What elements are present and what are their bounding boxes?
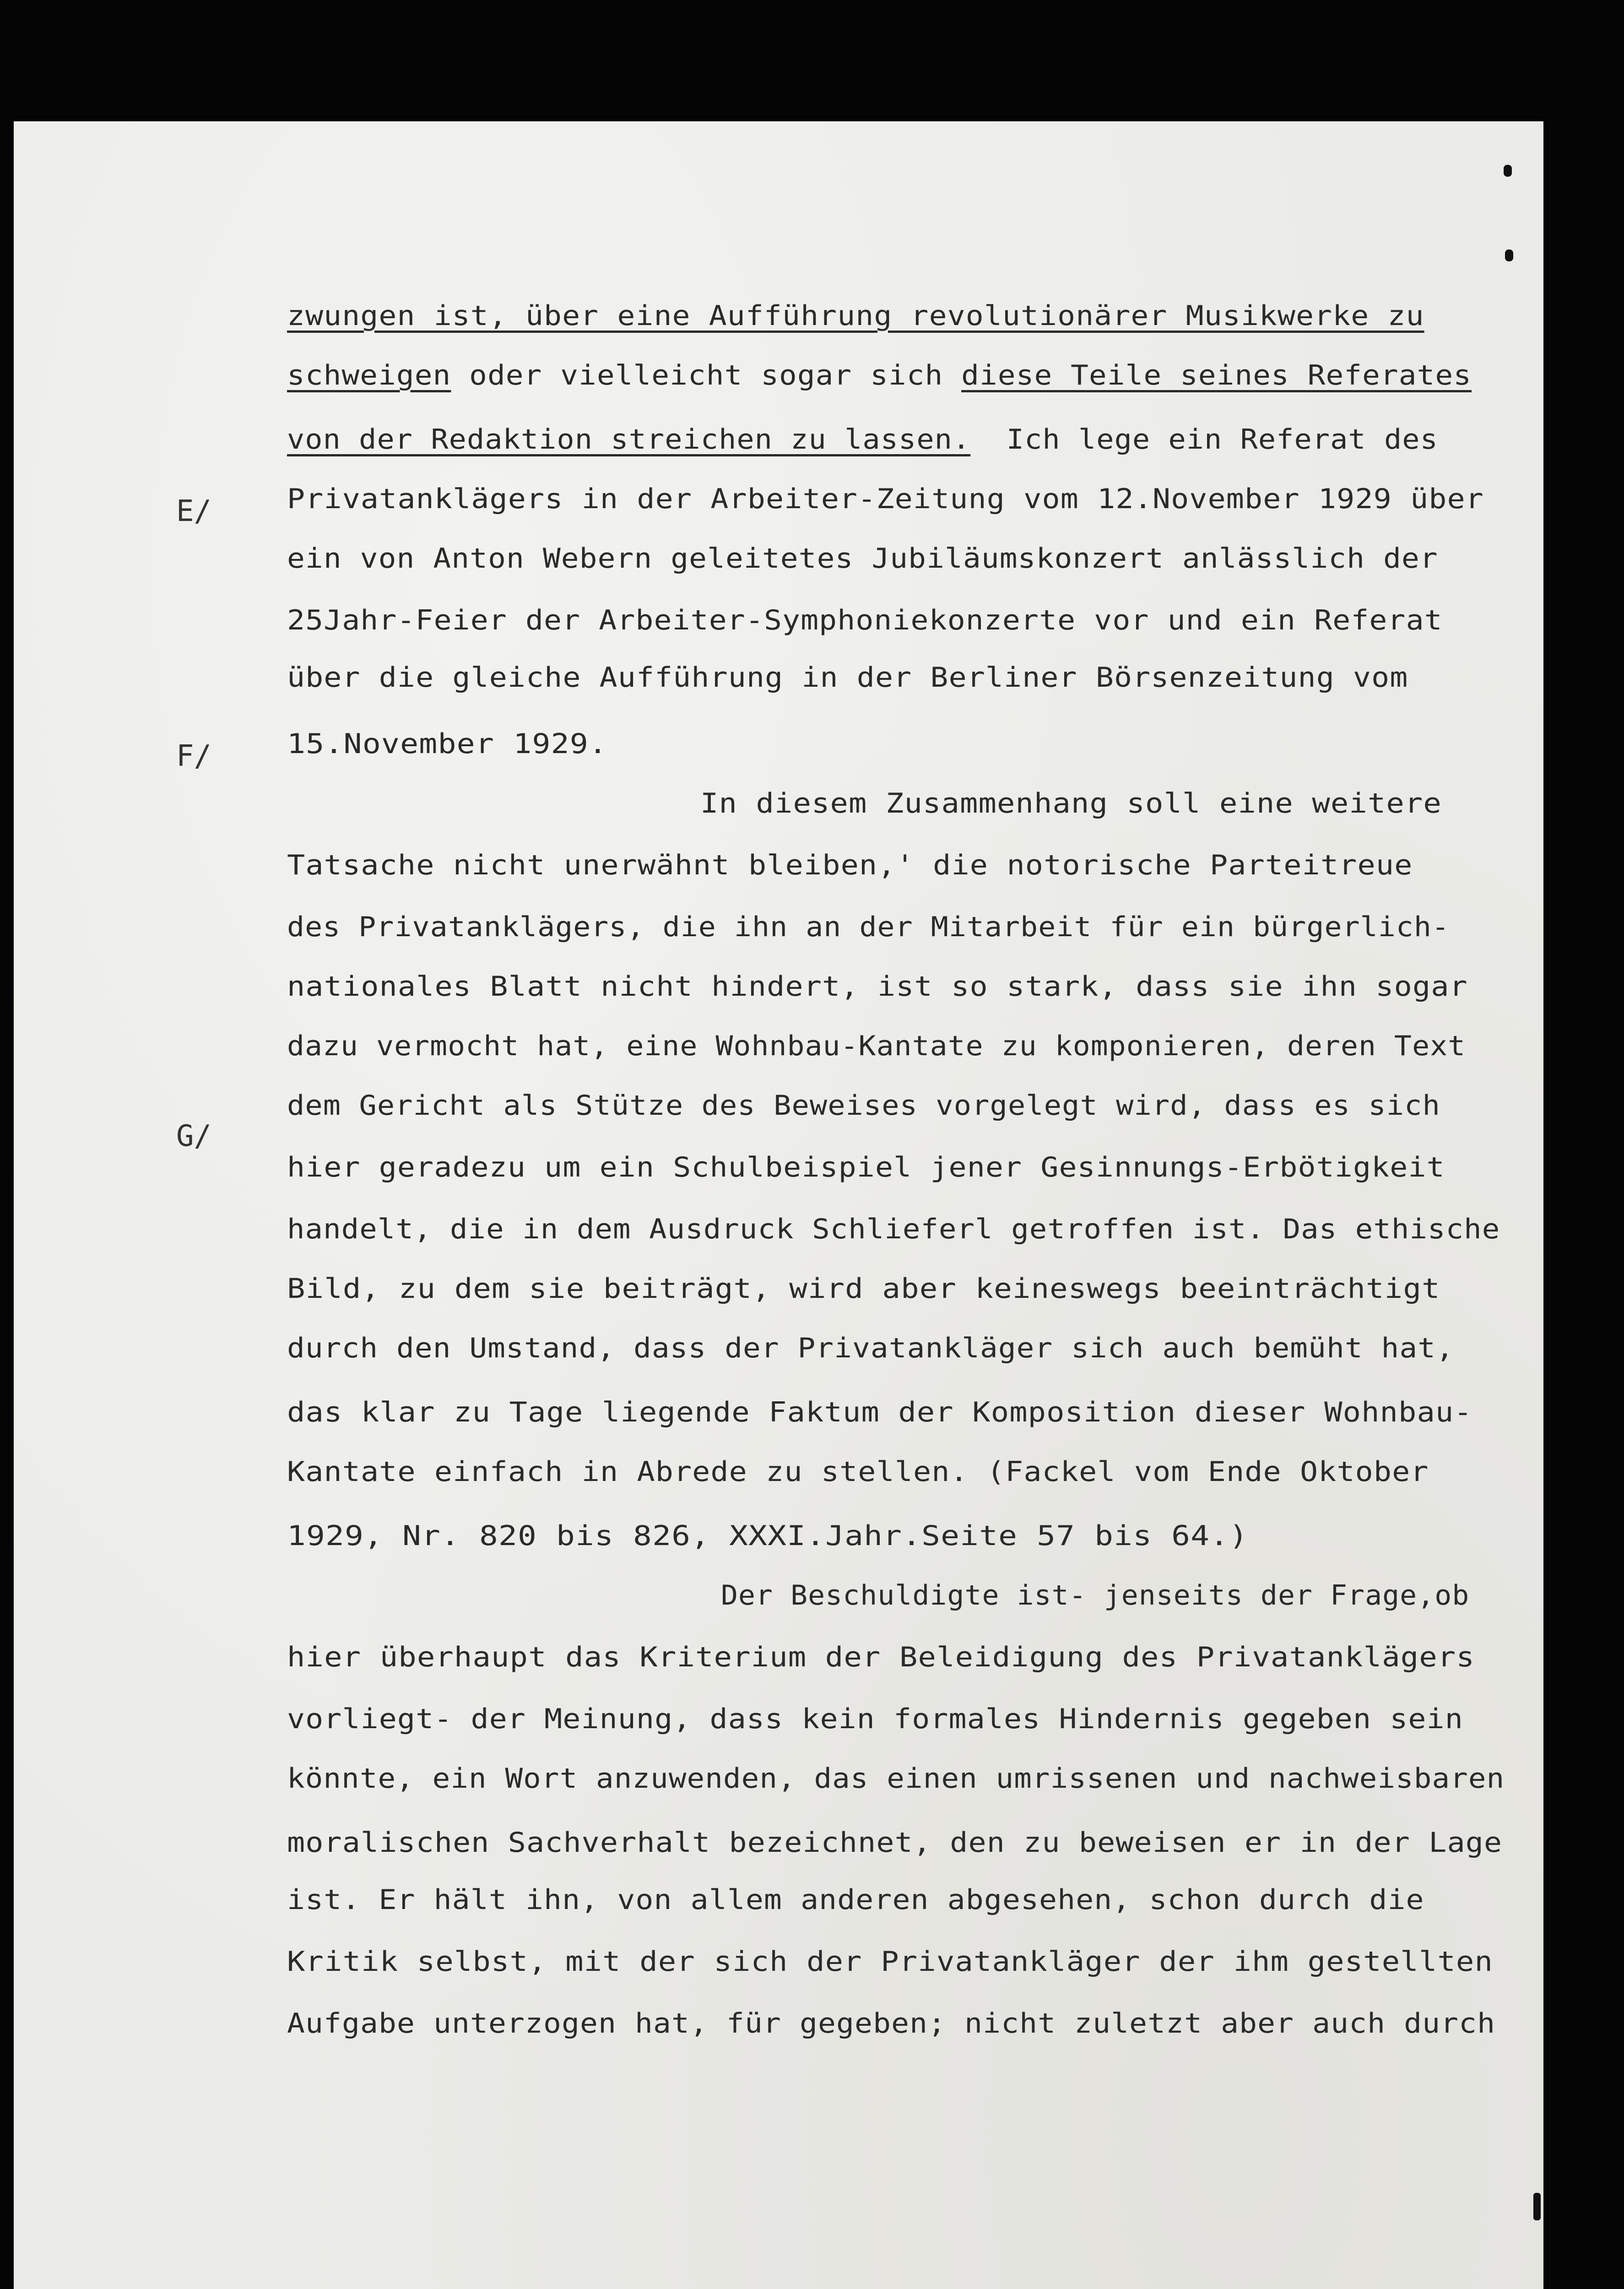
text-line xyxy=(287,542,1438,575)
typewritten-page xyxy=(14,121,1543,2289)
text-line xyxy=(700,787,1442,819)
text-segment: Bild, zu dem sie beiträgt, wird aber keineswegs beeinträchtigt xyxy=(287,1273,1440,1305)
text-line xyxy=(287,485,1484,513)
text-segment: über die gleiche Aufführung in der Berliner Börsenzeitung vom xyxy=(287,662,1408,694)
text-line xyxy=(287,913,1450,941)
text-segment: 15.November 1929. xyxy=(287,728,608,760)
text-line xyxy=(287,662,1408,694)
text-line xyxy=(287,604,1443,636)
document-body xyxy=(14,121,1543,2289)
text-segment: hier überhaupt das Kriterium der Beleidigung des Privatanklägers xyxy=(287,1641,1475,1673)
text-line xyxy=(287,1151,1445,1183)
text-line xyxy=(287,1946,1493,1978)
text-line xyxy=(287,302,1424,330)
text-line xyxy=(287,1522,1248,1550)
text-segment: ein von Anton Webern geleitetes Jubiläumskonzert anlässlich der xyxy=(287,542,1438,575)
text-line xyxy=(287,730,607,758)
text-segment: Der Beschuldigte ist- jenseits der Frage,ob xyxy=(721,1579,1470,1611)
text-segment: dem Gericht als Stütze des Beweises vorgelegt wird, dass es sich xyxy=(287,1090,1440,1122)
text-segment: vorliegt- der Meinung, dass kein formales Hindernis gegeben sein xyxy=(287,1703,1463,1735)
text-line xyxy=(287,1334,1454,1362)
text-line xyxy=(287,1396,1472,1428)
text-line xyxy=(287,1705,1463,1733)
text-line xyxy=(287,1886,1424,1914)
text-line xyxy=(721,1579,1470,1611)
text-segment: das klar zu Tage liegende Faktum der Komposition dieser Wohnbau- xyxy=(287,1396,1472,1428)
text-segment: hier geradezu um ein Schulbeispiel jener Gesinnungs-Erbötigkeit xyxy=(287,1151,1445,1183)
text-line xyxy=(287,1641,1475,1673)
text-line xyxy=(287,1090,1440,1122)
text-line xyxy=(287,849,1413,881)
underlined-text: von der Redaktion streichen zu lassen. xyxy=(287,423,971,456)
text-segment: moralischen Sachverhalt bezeichnet, den zu beweisen er in der Lage xyxy=(287,1827,1503,1859)
text-line xyxy=(287,1273,1440,1305)
text-segment: könnte, ein Wort anzuwenden, das einen umrissenen und nachweisbaren xyxy=(287,1763,1505,1795)
text-line xyxy=(287,423,1438,456)
text-segment: Aufgabe unterzogen hat, für gegeben; nicht zuletzt aber auch durch xyxy=(287,2007,1496,2039)
text-segment: 25Jahr-Feier der Arbeiter-Symphoniekonzerte vor und ein Referat xyxy=(287,604,1443,636)
text-segment: Kantate einfach in Abrede zu stellen. (Fackel vom Ende Oktober xyxy=(287,1456,1429,1488)
text-segment: nationales Blatt nicht hindert, ist so stark, dass sie ihn sogar xyxy=(287,971,1468,1003)
underlined-text: diese Teile seines Referates xyxy=(961,359,1472,391)
margin-mark-f: F/ xyxy=(176,739,212,773)
text-segment: Ich lege ein Referat des xyxy=(970,423,1438,456)
text-segment: durch den Umstand, dass der Privatankläger sich auch bemüht hat, xyxy=(287,1332,1454,1364)
text-line xyxy=(287,1215,1500,1243)
text-segment: ist. Er hält ihn, von allem anderen abgesehen, schon durch die xyxy=(287,1884,1424,1916)
text-segment: 1929, Nr. 820 bis 826, XXXI.Jahr.Seite 57 bis 64.) xyxy=(287,1520,1249,1552)
text-segment: dazu vermocht hat, eine Wohnbau-Kantate zu komponieren, deren Text xyxy=(287,1030,1466,1062)
text-line xyxy=(287,1458,1429,1486)
text-segment: Tatsache nicht unerwähnt bleiben,' die notorische Parteitreue xyxy=(287,849,1413,881)
text-segment: In diesem Zusammenhang soll eine weitere xyxy=(700,787,1442,819)
text-segment: des Privatanklägers, die ihn an der Mitarbeit für ein bürgerlich- xyxy=(287,911,1450,943)
text-line xyxy=(287,1032,1466,1060)
underlined-text: zwungen ist, über eine Aufführung revolutionärer Musikwerke zu xyxy=(287,300,1424,332)
text-line xyxy=(287,2007,1496,2039)
text-line xyxy=(287,971,1468,1003)
margin-mark-e: E/ xyxy=(176,494,212,528)
text-segment: Privatanklägers in der Arbeiter-Zeitung vom 12.November 1929 über xyxy=(287,483,1484,515)
text-line xyxy=(287,1763,1505,1795)
text-line xyxy=(287,1827,1503,1859)
text-line xyxy=(287,359,1472,391)
text-segment: oder vielleicht sogar sich xyxy=(451,359,962,391)
text-segment: handelt, die in dem Ausdruck Schlieferl getroffen ist. Das ethische xyxy=(287,1213,1500,1245)
text-segment: Kritik selbst, mit der sich der Privatankläger der ihm gestellten xyxy=(287,1946,1493,1978)
underlined-text: schweigen xyxy=(287,359,451,391)
margin-mark-g: G/ xyxy=(176,1119,212,1153)
